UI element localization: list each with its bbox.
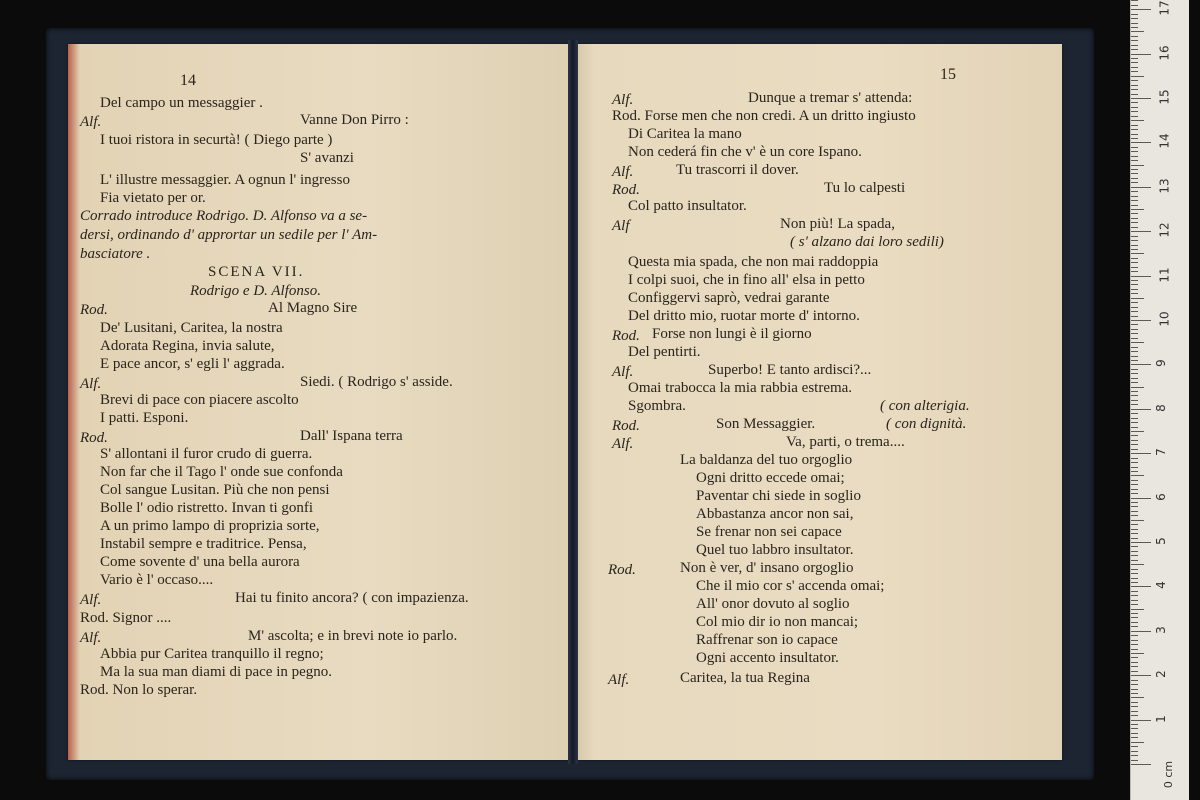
ruler-tick	[1131, 506, 1138, 507]
left-page-text-line: Vanne Don Pirro :	[300, 112, 409, 128]
left-page-text-line: Siedi. ( Rodrigo s' asside.	[300, 374, 453, 390]
ruler-tick	[1131, 165, 1144, 166]
ruler-tick	[1131, 498, 1151, 499]
ruler-tick	[1131, 595, 1138, 596]
ruler-tick	[1131, 98, 1151, 99]
ruler-tick	[1131, 520, 1144, 521]
ruler-tick	[1131, 160, 1138, 161]
left-page-text-line: Del campo un messaggier .	[100, 95, 263, 111]
ruler-tick	[1131, 62, 1138, 63]
right-page-text-line: Omai trabocca la mia rabbia estrema.	[628, 380, 853, 396]
right-page-text-line: Va, parti, o trema....	[786, 434, 905, 450]
ruler-number: 7	[1153, 448, 1168, 457]
ruler-tick	[1131, 427, 1138, 428]
ruler-tick	[1131, 18, 1138, 19]
ruler-tick	[1131, 631, 1151, 632]
ruler-tick	[1131, 142, 1151, 143]
left-page-text-line: basciatore .	[80, 246, 151, 262]
ruler-tick	[1131, 662, 1138, 663]
right-page-text-line: Del pentirti.	[628, 344, 701, 360]
ruler-number: 17	[1157, 0, 1172, 16]
ruler-tick	[1131, 680, 1138, 681]
ruler-tick	[1131, 293, 1138, 294]
ruler-tick	[1131, 462, 1138, 463]
ruler-tick	[1131, 555, 1138, 556]
ruler-tick	[1131, 697, 1144, 698]
ruler-tick	[1131, 395, 1138, 396]
ruler-tick	[1131, 182, 1138, 183]
ruler-tick	[1131, 138, 1138, 139]
ruler-tick	[1131, 573, 1138, 574]
measuring-ruler	[1130, 0, 1189, 800]
ruler-tick	[1131, 480, 1138, 481]
right-page-text-line: ( con dignità.	[886, 416, 967, 432]
ruler-tick	[1131, 582, 1138, 583]
right-page-text-line: Alf	[612, 218, 630, 234]
right-page-text-line: Che il mio cor s' accenda omai;	[696, 578, 885, 594]
right-page-text-line: Non è ver, d' insano orgoglio	[680, 560, 854, 576]
ruler-tick	[1131, 14, 1138, 15]
ruler-tick	[1131, 178, 1138, 179]
ruler-tick	[1131, 613, 1138, 614]
ruler-tick	[1131, 724, 1138, 725]
ruler-tick	[1131, 715, 1138, 716]
ruler-tick	[1131, 245, 1138, 246]
ruler-tick	[1131, 702, 1138, 703]
ruler-tick	[1131, 196, 1138, 197]
left-page-text-line: Fia vietato per or.	[100, 190, 206, 206]
right-page-text-line: All' onor dovuto al soglio	[696, 596, 850, 612]
ruler-tick	[1131, 431, 1144, 432]
right-page-text-line: Non più! La spada,	[780, 216, 895, 232]
ruler-tick	[1131, 320, 1151, 321]
ruler-tick	[1131, 289, 1138, 290]
ruler-tick	[1131, 453, 1151, 454]
ruler-tick	[1131, 80, 1138, 81]
ruler-tick	[1131, 533, 1138, 534]
ruler-tick	[1131, 546, 1138, 547]
right-page-text-line: Del dritto mio, ruotar morte d' intorno.	[628, 308, 860, 324]
ruler-tick	[1131, 231, 1151, 232]
ruler-number: 2	[1153, 670, 1168, 679]
ruler-tick	[1131, 276, 1151, 277]
ruler-tick	[1131, 262, 1138, 263]
ruler-tick	[1131, 187, 1151, 188]
right-page-text-line: Quel tuo labbro insultator.	[696, 542, 854, 558]
right-page-text-line: Rod.	[612, 328, 640, 344]
ruler-tick	[1131, 564, 1144, 565]
ruler-tick	[1131, 249, 1138, 250]
right-page-text-line: Alf.	[612, 436, 634, 452]
ruler-tick	[1131, 600, 1138, 601]
right-page-text-line: Se frenar non sei capace	[696, 524, 842, 540]
ruler-tick	[1131, 284, 1138, 285]
ruler-number: 3	[1153, 625, 1168, 634]
ruler-tick	[1131, 737, 1138, 738]
right-page-text-line: Forse non lungi è il giorno	[652, 326, 812, 342]
left-page-text-line: E pace ancor, s' egli l' aggrada.	[100, 356, 285, 372]
right-page-text-line: Rod.	[612, 182, 640, 198]
ruler-tick	[1131, 329, 1138, 330]
ruler-tick	[1131, 484, 1138, 485]
ruler-tick	[1131, 542, 1151, 543]
ruler-tick	[1131, 609, 1144, 610]
right-page-text-line: Tu lo calpesti	[824, 180, 906, 196]
ruler-tick	[1131, 102, 1138, 103]
right-page-text-line: Tu trascorri il dover.	[676, 162, 799, 178]
ruler-number: 15	[1157, 89, 1172, 105]
ruler-tick	[1131, 267, 1138, 268]
ruler-tick	[1131, 240, 1138, 241]
ruler-tick	[1131, 36, 1138, 37]
ruler-tick	[1131, 307, 1138, 308]
ruler-tick	[1131, 94, 1138, 95]
ruler-tick	[1131, 222, 1138, 223]
right-page-text-line: Son Messaggier.	[716, 416, 816, 432]
ruler-number: 11	[1157, 266, 1172, 283]
left-page-text-line: Ma la sua man diami di pace in pegno.	[100, 664, 333, 680]
left-page-text-line: SCENA VII.	[208, 264, 305, 280]
ruler-number: 13	[1157, 178, 1172, 194]
ruler-tick	[1131, 0, 1138, 1]
left-page-text-line: S' avanzi	[300, 150, 354, 166]
ruler-tick	[1131, 364, 1151, 365]
ruler-tick	[1131, 134, 1138, 135]
ruler-tick	[1131, 755, 1138, 756]
ruler-tick	[1131, 622, 1138, 623]
right-page-text-line: Alf.	[612, 164, 634, 180]
ruler-tick	[1131, 515, 1138, 516]
ruler-tick	[1131, 45, 1138, 46]
left-page-text-line: dersi, ordinando d' apprortar un sedile per l' Am-	[80, 227, 378, 243]
ruler-tick	[1131, 356, 1138, 357]
right-page-text-line: ( s' alzano dai loro sedili)	[790, 234, 944, 250]
left-page-text-line: Dall' Ispana terra	[300, 428, 403, 444]
ruler-number: 6	[1153, 492, 1168, 501]
ruler-tick	[1131, 586, 1151, 587]
left-page-text-line: Alf.	[80, 592, 102, 608]
right-page-text-line: Caritea, la tua Regina	[680, 670, 810, 686]
right-page-text-line: Paventar chi siede in soglio	[696, 488, 861, 504]
ruler-tick	[1131, 298, 1144, 299]
ruler-number: 5	[1153, 537, 1168, 545]
ruler-tick	[1131, 9, 1151, 10]
left-page-text-line: Rod.	[80, 302, 108, 318]
right-page-text-line: Questa mia spada, che non mai raddoppia	[628, 254, 879, 270]
right-page-number: 15	[940, 66, 956, 83]
ruler-tick	[1131, 116, 1138, 117]
ruler-tick	[1131, 324, 1138, 325]
book-gutter	[568, 40, 578, 764]
ruler-tick	[1131, 213, 1138, 214]
ruler-tick	[1131, 311, 1138, 312]
ruler-tick	[1131, 369, 1138, 370]
ruler-tick	[1131, 746, 1138, 747]
ruler-tick	[1131, 5, 1138, 6]
ruler-tick	[1131, 147, 1138, 148]
ruler-tick	[1131, 440, 1138, 441]
right-page-text-line: Di Caritea la mano	[628, 126, 742, 142]
ruler-tick	[1131, 76, 1144, 77]
left-page-text-line: Come sovente d' una bella aurora	[100, 554, 300, 570]
ruler-tick	[1131, 333, 1138, 334]
left-page-text-line: Rod. Signor ....	[80, 610, 172, 626]
ruler-tick	[1131, 169, 1138, 170]
left-page-text-line: Rod. Non lo sperar.	[80, 682, 198, 698]
ruler-tick	[1131, 200, 1138, 201]
ruler-tick	[1131, 551, 1138, 552]
right-page-text-line: ( con alterigia.	[880, 398, 970, 414]
ruler-tick	[1131, 89, 1138, 90]
ruler-tick	[1131, 684, 1138, 685]
ruler-tick	[1131, 524, 1138, 525]
ruler-tick	[1131, 657, 1138, 658]
ruler-tick	[1131, 27, 1138, 28]
ruler-tick	[1131, 720, 1151, 721]
left-page-text-line: Al Magno Sire	[268, 300, 358, 316]
ruler-tick	[1131, 85, 1138, 86]
ruler-number: 14	[1157, 133, 1172, 150]
ruler-tick	[1131, 653, 1144, 654]
ruler-tick	[1131, 40, 1138, 41]
ruler-tick	[1131, 489, 1138, 490]
right-page-text-line: Raffrenar son io capace	[696, 632, 838, 648]
right-page-text-line: Ogni dritto eccede omai;	[696, 470, 845, 486]
ruler-tick	[1131, 422, 1138, 423]
ruler-tick	[1131, 107, 1138, 108]
ruler-tick	[1131, 23, 1138, 24]
ruler-number: 4	[1153, 581, 1168, 590]
left-page-text-line: Adorata Regina, invia salute,	[100, 338, 275, 354]
ruler-tick	[1131, 475, 1144, 476]
right-page-text-line: Abbastanza ancor non sai,	[696, 506, 854, 522]
ruler-tick	[1131, 49, 1138, 50]
left-page-text-line: Alf.	[80, 376, 102, 392]
ruler-tick	[1131, 649, 1138, 650]
right-page-text-line: Rod.	[612, 418, 640, 434]
ruler-tick	[1131, 218, 1138, 219]
ruler-tick	[1131, 413, 1138, 414]
ruler-tick	[1131, 156, 1138, 157]
ruler-tick	[1131, 387, 1144, 388]
left-page-text-line: Instabil sempre e traditrice. Pensa,	[100, 536, 307, 552]
left-page-text-line: Hai tu finito ancora? ( con impazienza.	[235, 590, 469, 606]
ruler-number: 12	[1157, 222, 1172, 238]
left-page-text-line: Non far che il Tago l' onde sue confonda	[100, 464, 343, 480]
ruler-tick	[1131, 626, 1138, 627]
ruler-tick	[1131, 764, 1151, 765]
right-page-text-line: Alf.	[612, 92, 634, 108]
ruler-number: 8	[1153, 403, 1168, 412]
ruler-tick	[1131, 644, 1138, 645]
left-page-text-line: Alf.	[80, 630, 102, 646]
ruler-tick	[1131, 560, 1138, 561]
ruler-tick	[1131, 502, 1138, 503]
ruler-tick	[1131, 373, 1138, 374]
ruler-number: 1	[1153, 714, 1168, 723]
ruler-tick	[1131, 31, 1144, 32]
ruler-tick	[1131, 111, 1138, 112]
left-page-text-line: Rodrigo e D. Alfonso.	[190, 283, 321, 299]
left-page-text-line: Vario è l' occaso....	[100, 572, 214, 588]
ruler-tick	[1131, 728, 1138, 729]
left-page-text-line: M' ascolta; e in brevi note io parlo.	[248, 628, 458, 644]
ruler-tick	[1131, 569, 1138, 570]
ruler-tick	[1131, 253, 1144, 254]
left-page-text-line: De' Lusitani, Caritea, la nostra	[100, 320, 283, 336]
ruler-number: 16	[1157, 44, 1172, 61]
ruler-tick	[1131, 227, 1138, 228]
ruler-tick	[1131, 471, 1138, 472]
ruler-tick	[1131, 125, 1138, 126]
ruler-tick	[1131, 617, 1138, 618]
ruler-tick	[1131, 302, 1138, 303]
ruler-tick	[1131, 635, 1138, 636]
right-page-text-line: Non cederá fin che v' è un core Ispano.	[628, 144, 862, 160]
ruler-tick	[1131, 258, 1138, 259]
ruler-tick	[1131, 205, 1138, 206]
ruler-unit-label: 0 cm	[1162, 760, 1176, 789]
ruler-tick	[1131, 751, 1138, 752]
right-page-text-line: Alf.	[608, 672, 630, 688]
right-page-text-line: Superbo! E tanto ardisci?...	[708, 362, 872, 378]
ruler-tick	[1131, 173, 1138, 174]
right-page-text-line: Rod. Forse men che non credi. A un dritto ingiusto	[612, 108, 916, 124]
ruler-tick	[1131, 467, 1138, 468]
left-page-text-line: I tuoi ristora in securtà! ( Diego parte )	[100, 132, 333, 148]
ruler-tick	[1131, 511, 1138, 512]
ruler-tick	[1131, 671, 1138, 672]
ruler-tick	[1131, 418, 1138, 419]
left-page-text-line: Bolle l' odio ristretto. Invan ti gonfi	[100, 500, 314, 516]
ruler-tick	[1131, 458, 1138, 459]
ruler-tick	[1131, 404, 1138, 405]
ruler-tick	[1131, 316, 1138, 317]
right-page-text-line: Col mio dir io non mancai;	[696, 614, 859, 630]
ruler-tick	[1131, 435, 1138, 436]
left-page-text-line: Corrado introduce Rodrigo. D. Alfonso va a se-	[80, 208, 368, 224]
ruler-tick	[1131, 706, 1138, 707]
ruler-tick	[1131, 733, 1138, 734]
left-page-text-line: Alf.	[80, 114, 102, 130]
ruler-tick	[1131, 360, 1138, 361]
ruler-tick	[1131, 529, 1138, 530]
left-page-text-line: L' illustre messaggier. A ognun l' ingresso	[100, 172, 350, 188]
right-page-text-line: Col patto insultator.	[628, 198, 747, 214]
right-page-text-line: Alf.	[612, 364, 634, 380]
ruler-tick	[1131, 58, 1138, 59]
ruler-tick	[1131, 280, 1138, 281]
ruler-tick	[1131, 271, 1138, 272]
left-page-text-line: Abbia pur Caritea tranquillo il regno;	[100, 646, 324, 662]
ruler-tick	[1131, 120, 1144, 121]
ruler-tick	[1131, 338, 1138, 339]
ruler-tick	[1131, 129, 1138, 130]
ruler-tick	[1131, 760, 1138, 761]
ruler-tick	[1131, 689, 1138, 690]
ruler-tick	[1131, 347, 1138, 348]
right-page-text-line: Ogni accento insultator.	[696, 650, 839, 666]
ruler-tick	[1131, 604, 1138, 605]
right-page-text-line: Rod.	[608, 562, 636, 578]
ruler-tick	[1131, 351, 1138, 352]
ruler-tick	[1131, 444, 1138, 445]
right-page-text-line: I colpi suoi, che in fino all' elsa in petto	[628, 272, 865, 288]
right-page-text-line: Sgombra.	[628, 398, 686, 414]
ruler-tick	[1131, 54, 1151, 55]
ruler-tick	[1131, 693, 1138, 694]
ruler-tick	[1131, 640, 1138, 641]
ruler-tick	[1131, 151, 1138, 152]
ruler-tick	[1131, 67, 1138, 68]
ruler-tick	[1131, 591, 1138, 592]
ruler-tick	[1131, 742, 1144, 743]
ruler-tick	[1131, 578, 1138, 579]
left-page-text-line: A un primo lampo di proprizia sorte,	[100, 518, 320, 534]
ruler-tick	[1131, 342, 1144, 343]
ruler-tick	[1131, 493, 1138, 494]
left-page-text-line: Col sangue Lusitan. Più che non pensi	[100, 482, 330, 498]
ruler-tick	[1131, 191, 1138, 192]
left-page-text-line: Brevi di pace con piacere ascolto	[100, 392, 299, 408]
ruler-tick	[1131, 71, 1138, 72]
ruler-tick	[1131, 666, 1138, 667]
ruler-tick	[1131, 449, 1138, 450]
right-page-text-line: Dunque a tremar s' attenda:	[748, 90, 913, 106]
ruler-number: 10	[1157, 311, 1172, 327]
ruler-tick	[1131, 391, 1138, 392]
right-page-text-line: La baldanza del tuo orgoglio	[680, 452, 853, 468]
ruler-tick	[1131, 711, 1138, 712]
ruler-tick	[1131, 409, 1151, 410]
left-page-number: 14	[180, 72, 196, 89]
ruler-tick	[1131, 236, 1138, 237]
right-page-text-line: Configgervi saprò, vedrai garante	[628, 290, 830, 306]
ruler-tick	[1131, 400, 1138, 401]
ruler-tick	[1131, 209, 1144, 210]
ruler-tick	[1131, 378, 1138, 379]
left-page-text-line: S' allontani il furor crudo di guerra.	[100, 446, 313, 462]
left-page-text-line: I patti. Esponi.	[100, 410, 189, 426]
left-page-text-line: Rod.	[80, 430, 108, 446]
ruler-tick	[1131, 538, 1138, 539]
ruler-tick	[1131, 382, 1138, 383]
ruler-number: 9	[1153, 359, 1168, 368]
ruler-tick	[1131, 675, 1151, 676]
